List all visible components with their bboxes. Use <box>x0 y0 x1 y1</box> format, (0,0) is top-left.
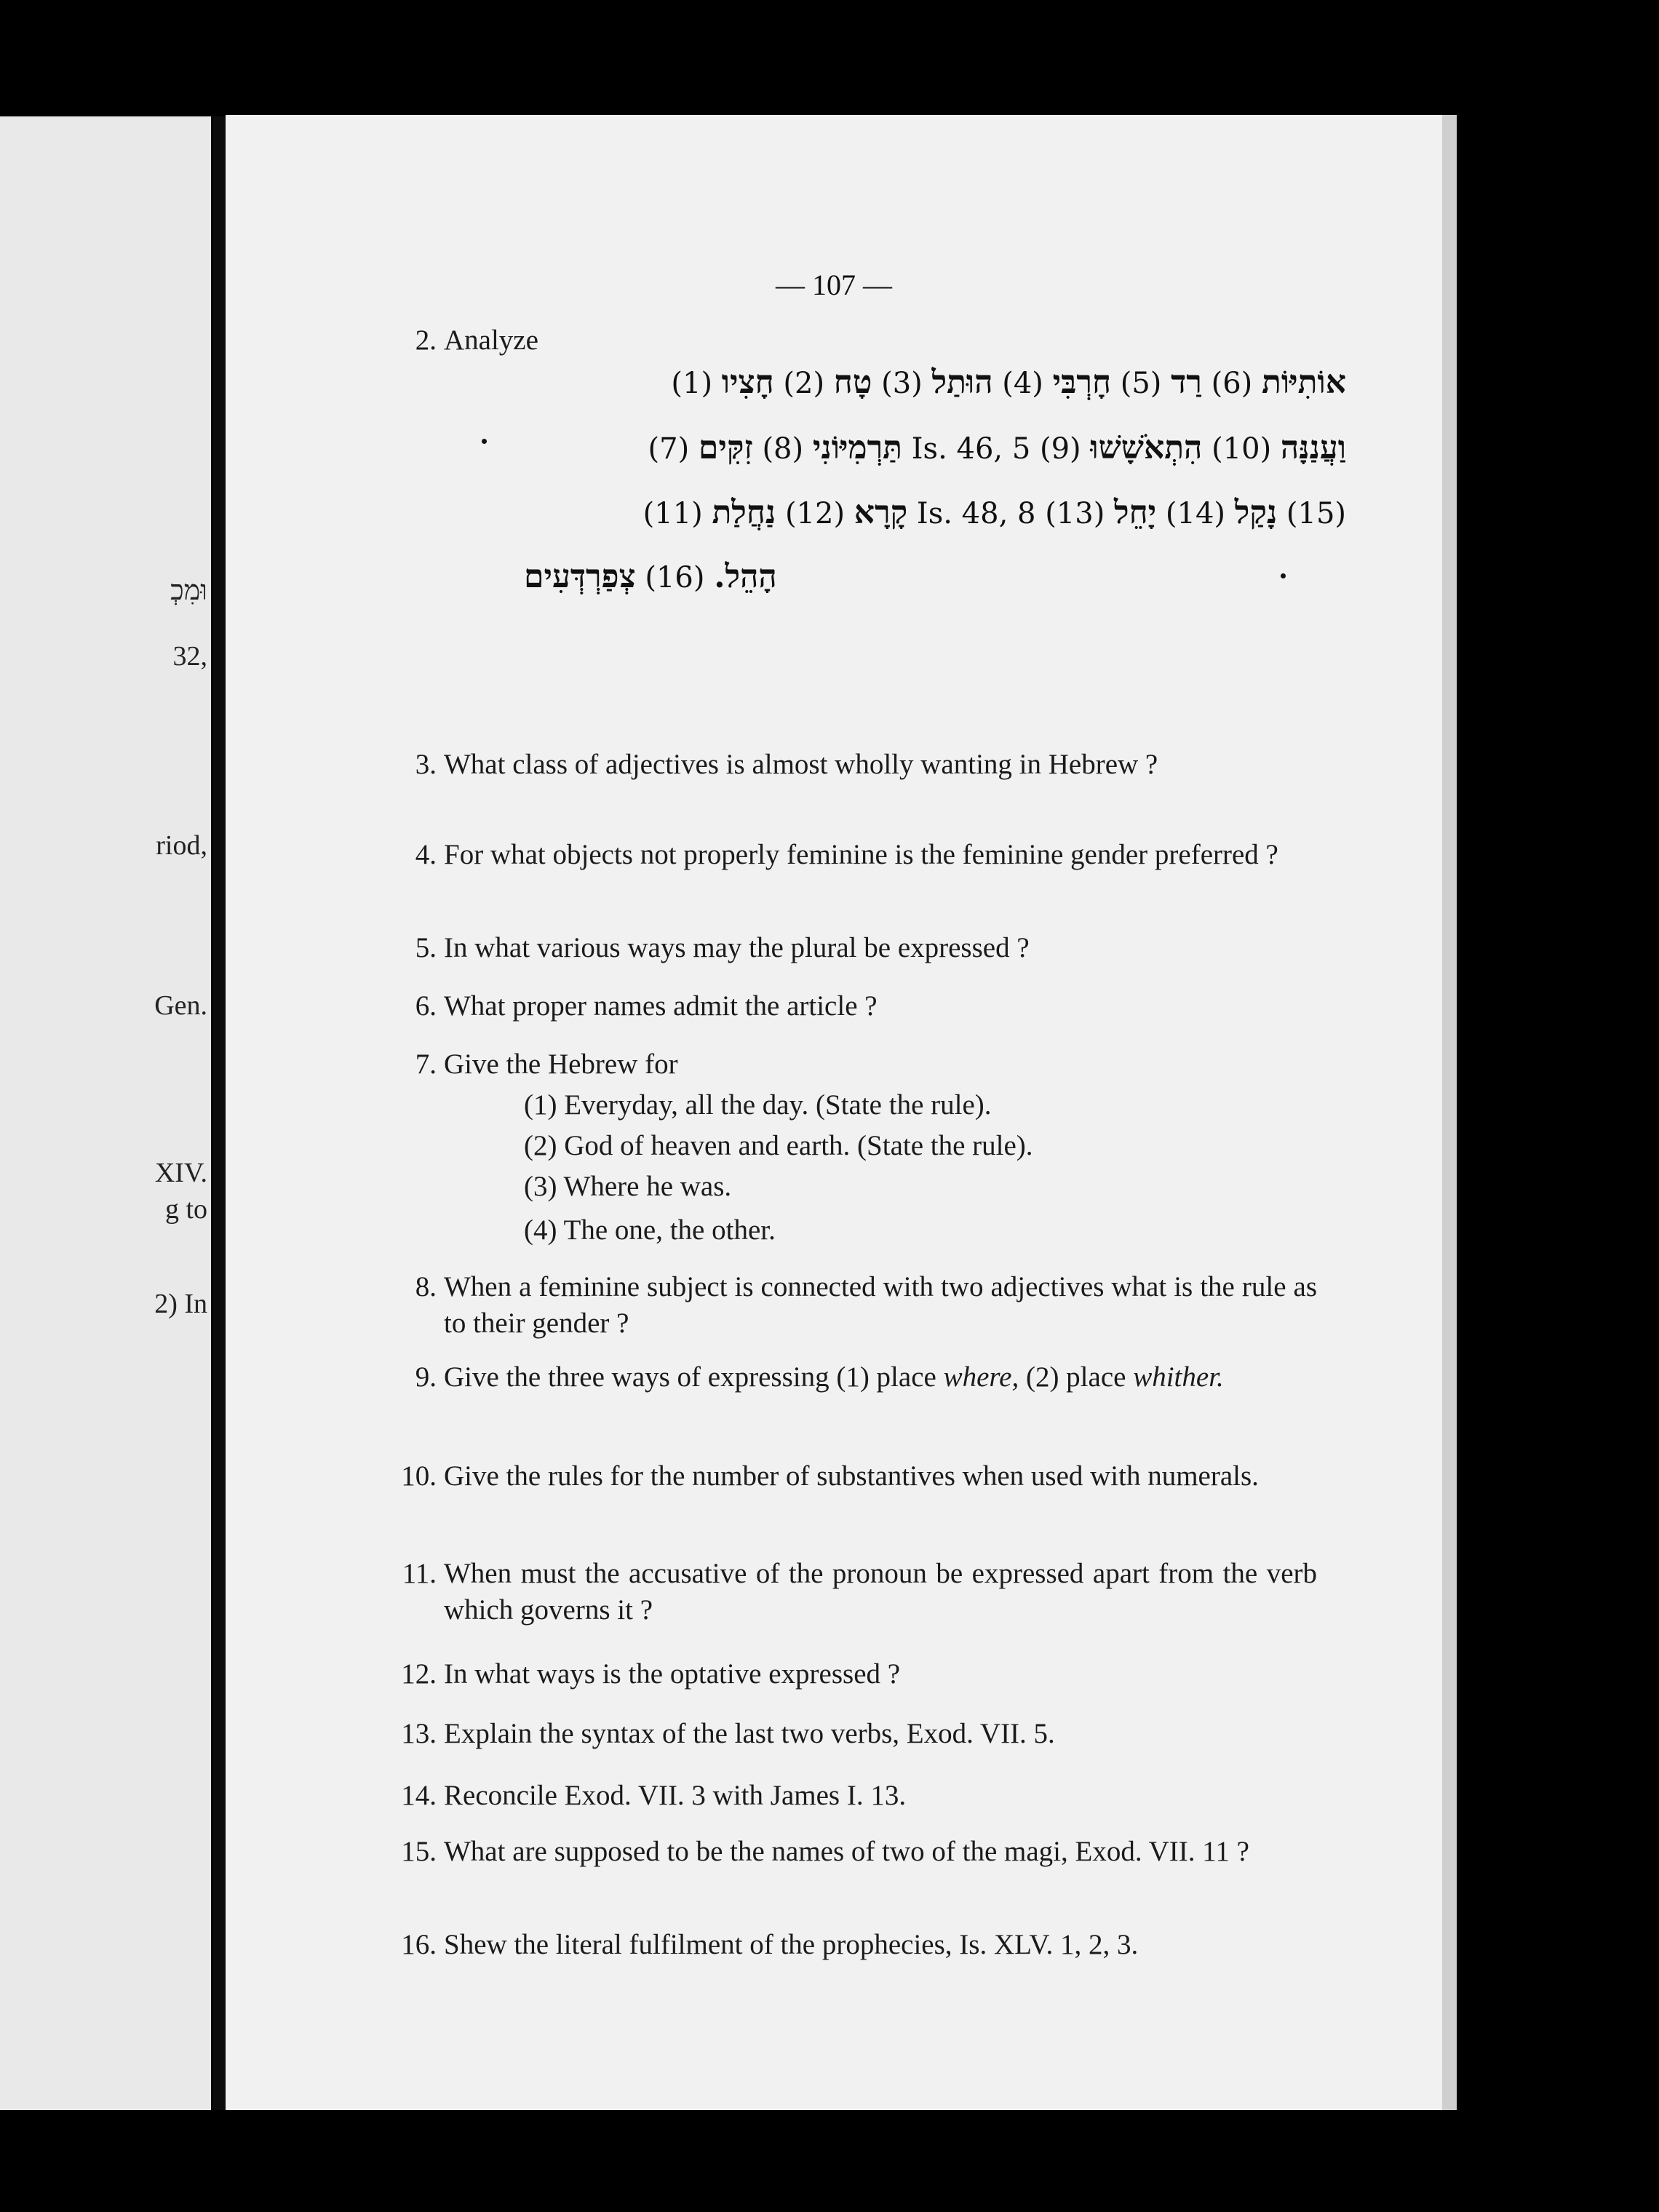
italic-run: whither. <box>1133 1361 1224 1393</box>
hebrew-word: זִקִּים <box>698 429 753 466</box>
question-15 <box>393 1834 1412 1906</box>
italic-run: where, <box>943 1361 1019 1393</box>
hebrew-word: נָקַל <box>1234 494 1278 531</box>
hebrew-word: וַעֲנַנָּה <box>1280 429 1346 466</box>
question-number: 9. <box>415 1361 437 1393</box>
question-number: 13. <box>401 1718 437 1749</box>
question-number: 4. <box>415 839 437 870</box>
question-number: 6. <box>415 990 437 1022</box>
item-number: (14) <box>1165 497 1226 530</box>
hebrew-word: יָחֵל <box>1114 494 1157 531</box>
book-page <box>226 115 1442 2110</box>
question-text: When must the accusative of the pronoun be expressed apart from the verb which governs it ? <box>444 1558 1317 1626</box>
question-number: 8. <box>415 1271 437 1302</box>
left-facing-page <box>0 116 211 2110</box>
q7-subitem: (4) The one, the other. <box>524 1214 776 1246</box>
question-3 <box>393 747 1412 819</box>
hebrew-line-1 <box>524 357 1346 409</box>
text-run: (2) place <box>1019 1361 1134 1393</box>
item-number: (10) <box>1212 432 1272 466</box>
question-11 <box>393 1556 1412 1628</box>
question-text: Explain the syntax of the last two verbs, Exod. VII. 5. <box>444 1718 1055 1749</box>
left-fragment: riod, <box>156 830 207 861</box>
question-text: Analyze <box>444 325 538 356</box>
question-number: 12. <box>401 1658 437 1690</box>
item-number: (5) <box>1120 367 1162 400</box>
hebrew-word: אוֹתִיּוֹת <box>1262 364 1346 401</box>
left-fragment: Gen. <box>154 990 207 1021</box>
question-16 <box>393 1927 1412 2000</box>
question-text: In what ways is the optative expressed ? <box>444 1658 901 1690</box>
item-number: (9) <box>1040 432 1081 466</box>
question-number: 15. <box>401 1836 437 1867</box>
question-number: 3. <box>415 749 437 780</box>
question-text: What proper names admit the article ? <box>444 990 878 1022</box>
question-number: 16. <box>401 1929 437 1960</box>
question-number: 7. <box>415 1049 437 1080</box>
question-9 <box>393 1359 1412 1432</box>
question-text: For what objects not properly feminine is the feminine gender preferred ? <box>444 839 1278 870</box>
item-number: (13) <box>1045 497 1105 530</box>
item-number: (1) <box>671 367 713 400</box>
item-number: (11) <box>642 497 703 530</box>
hebrew-word: טָח <box>833 364 872 401</box>
scripture-reference: Is. 48, 8 <box>916 497 1036 530</box>
question-text <box>444 1359 1317 1396</box>
hebrew-word: קָרָא <box>854 494 908 531</box>
hebrew-line-3 <box>524 488 1346 539</box>
item-number: (7) <box>648 432 690 466</box>
question-text: Shew the literal fulfilment of the prophecies, Is. XLV. 1, 2, 3. <box>444 1929 1139 1960</box>
page-number: — 107 — <box>776 268 892 301</box>
hebrew-word: הוּתַל <box>931 364 993 401</box>
ink-speck <box>1281 573 1286 578</box>
page-edge <box>1442 115 1457 2110</box>
question-10 <box>393 1458 1412 1531</box>
item-number: (16) <box>645 561 705 594</box>
question-text: In what various ways may the plural be expressed ? <box>444 932 1030 963</box>
question-number: 2. <box>415 325 437 356</box>
hebrew-word: הָהֵל. <box>714 558 777 595</box>
question-number: 10. <box>401 1460 437 1492</box>
question-text: What class of adjectives is almost wholly wanting in Hebrew ? <box>444 749 1158 780</box>
book-gutter <box>212 116 226 2110</box>
left-fragment: 2) In <box>154 1289 207 1319</box>
hebrew-word: הִתְאֹשָׁשׁוּ <box>1090 429 1203 466</box>
hebrew-word: נַחֲלַת <box>712 494 776 531</box>
item-number: (6) <box>1211 367 1253 400</box>
text-run: Give the three ways of expressing (1) place <box>444 1361 944 1393</box>
ink-speck <box>482 439 487 444</box>
left-fragment: XIV. <box>154 1158 207 1188</box>
item-number: (3) <box>881 367 923 400</box>
hebrew-word: רַד <box>1171 364 1202 401</box>
hebrew-word: חָצִיו <box>721 364 774 401</box>
item-number: (4) <box>1002 367 1043 400</box>
question-text: Give the rules for the number of substantives when used with numerals. <box>444 1460 1259 1492</box>
item-number: (12) <box>784 497 846 530</box>
q7-subitem: (3) Where he was. <box>524 1171 732 1202</box>
item-number: (8) <box>762 432 804 466</box>
question-number: 11. <box>402 1558 437 1589</box>
hebrew-line-4 <box>524 552 1346 603</box>
question-8 <box>393 1269 1412 1342</box>
question-number: 14. <box>401 1780 437 1811</box>
question-4 <box>393 837 1412 910</box>
hebrew-word: חָרְבִּי <box>1052 364 1112 401</box>
q7-subitem: (2) God of heaven and earth. (State the rule). <box>524 1130 1033 1161</box>
question-number: 5. <box>415 932 437 963</box>
left-fragment: g to <box>164 1194 207 1225</box>
question-text: When a feminine subject is connected with two adjectives what is the rule as to their gender ? <box>444 1271 1317 1339</box>
left-fragment: 32, <box>172 641 207 672</box>
left-fragment: וּמִכְ <box>170 576 207 606</box>
question-text: What are supposed to be the names of two of the magi, Exod. VII. 11 ? <box>444 1836 1249 1867</box>
question-text: Give the Hebrew for <box>444 1049 678 1080</box>
question-text: Reconcile Exod. VII. 3 with James I. 13. <box>444 1780 907 1811</box>
q7-subitem: (1) Everyday, all the day. (State the rule). <box>524 1089 992 1121</box>
hebrew-word: תַּרְמִיּוֹנִי <box>812 429 903 466</box>
item-number: (15) <box>1286 497 1346 530</box>
scripture-reference: Is. 46, 5 <box>911 432 1031 466</box>
hebrew-word: צְפַרְדְּעִים <box>524 558 636 595</box>
item-number: (2) <box>783 367 825 400</box>
hebrew-line-2 <box>524 423 1346 474</box>
